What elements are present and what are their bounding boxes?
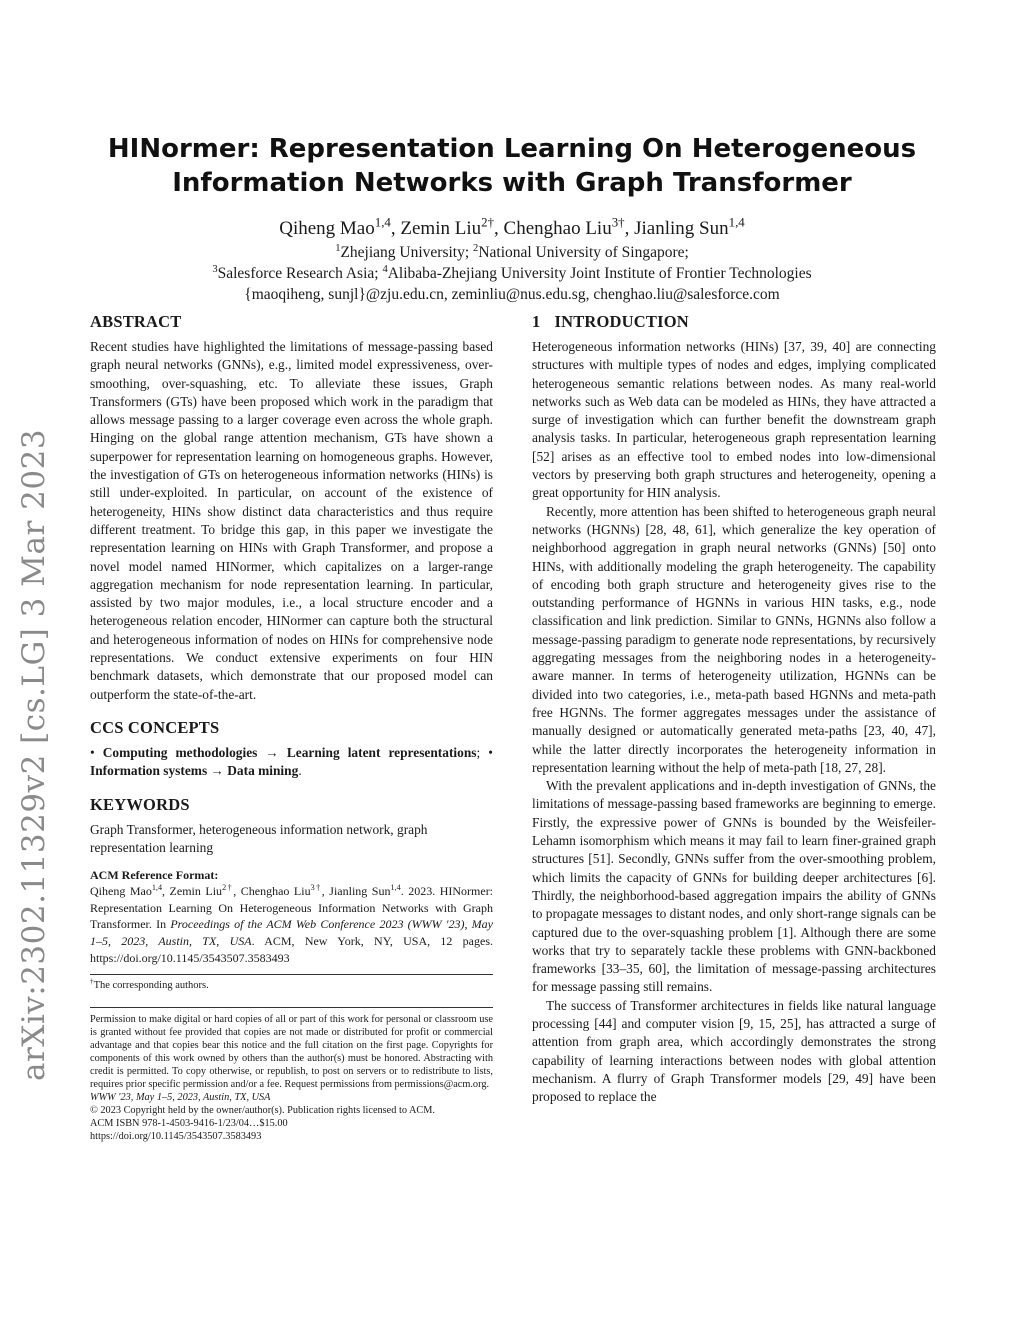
separator: ;	[476, 744, 489, 760]
isbn-line: ACM ISBN 978-1-4503-9416-1/23/04…$15.00	[90, 1118, 288, 1130]
author-affil-mark: 1,4	[728, 214, 745, 230]
affil-mark: 2	[473, 242, 479, 254]
intro-paragraph-1: Heterogeneous information networks (HINs) [37, 39, 40] are connecting structures with multiple types of nodes and edges, implying complicated heterogeneous semantic relations between nodes. As many real-world networks such as Web data can be modeled as HINs, they have attracted a surge of investigation which can further benefit the downstream graph analysis tasks. In particular, heterogeneous graph representation learning [52] arises as an effective tool to embed nodes into low-dimensional vectors by preserving both graph structures and heterogeneity, opening a great opportunity for HIN analysis.	[532, 339, 936, 501]
footnote-rule	[90, 974, 493, 975]
footnote-text: The corresponding authors.	[93, 980, 209, 992]
bullet: •	[90, 744, 103, 760]
affiliation-line-2	[100, 263, 924, 284]
acm-reference-heading: ACM Reference Format:	[90, 868, 219, 883]
period: .	[298, 763, 302, 779]
footnote-mark: †	[90, 977, 94, 986]
venue-text: WWW '23, May 1–5, 2023, Austin, TX, USA	[90, 1092, 271, 1104]
permission-notice: Permission to make digital or hard copies of all or part of this work for personal or classroom use is granted without fee provided that copies are not made or distributed for profit or commercial advantage and that copies bear this notice and the full citation on the first page. Copyrights for components of this work owned by others than the author(s) must be honored. Abstracting with credit is permitted. To copy otherwise, or republish, to post on servers or to redistribute to lists, requires prior specific permission and/or a fee. Request permissions from permissions@acm.org.	[90, 1014, 493, 1091]
right-column	[532, 312, 936, 1106]
bullet: •	[488, 744, 493, 760]
intro-paragraph-4: The success of Transformer architectures in fields like natural language processing [44] and computer vision [9, 15, 25], has attracted a surge of attention from graph area, which accordingly demonstrates the strong capability of learning interactions between nodes with global attention mechanism. A flurry of Graph Transformer models [29, 49] have been proposed to replace the	[532, 997, 936, 1105]
introduction-heading	[532, 312, 936, 332]
ref-doi: . ACM, New York, NY, USA, 12 pages. https://doi.org/10.1145/3543507.3583493	[90, 933, 494, 965]
ref-mark: 3†	[310, 883, 322, 893]
ref-author: , Chenghao Liu	[233, 884, 311, 899]
author-affil-mark: 3†	[611, 214, 625, 230]
ccs-concepts-text	[90, 744, 493, 781]
venue-line	[90, 1091, 493, 1104]
ref-mark: 1,4	[390, 883, 401, 893]
ccs-item: Computing methodologies → Learning latent representations	[102, 744, 477, 760]
arxiv-id-text: arXiv:2302.11329v2 [cs.LG] 3 Mar 2023	[16, 428, 52, 1082]
section-title: INTRODUCTION	[554, 312, 689, 331]
doi-line: https://doi.org/10.1145/3543507.3583493	[90, 1131, 262, 1143]
affil-mark: 3	[212, 263, 218, 275]
copyright-line: © 2023 Copyright held by the owner/author(s). Publication rights licensed to ACM.	[90, 1105, 436, 1117]
affiliation-line-1	[100, 242, 924, 263]
abstract-text: Recent studies have highlighted the limitations of message-passing based graph neural networks (GNNs), e.g., limited model expressiveness, over-smoothing, over-squashing, etc. To alleviate these issues, Graph Transformers (GTs) have been proposed which work in the paradigm that allows message passing to a larger coverage even across the whole graph. Hinging on the global range attention mechanism, GTs have shown a superpower for representation learning on homogeneous graphs. However, the investigation of GTs on heterogeneous information networks (HINs) is still under-exploited. In particular, on account of the existence of heterogeneity, HINs show distinct data characteristics and thus require different treatment. To bridge this gap, in this paper we investigate the representation learning on HINs with Graph Transformer, and propose a novel model named HINormer, which capitalizes on a larger-range aggregation mechanism for node representation learning. In particular, assisted by two major modules, i.e., a local structure encoder and a heterogeneous relation encoder, HINormer can capture both the structural and heterogeneous information of nodes on HINs for comprehensive node representations. We conduct extensive experiments on four HIN benchmark datasets, which demonstrate that our proposed model can outperform the state-of-the-art.	[90, 339, 493, 702]
author-affil-mark: 1,4	[374, 214, 391, 230]
acm-reference-text	[90, 883, 493, 966]
ref-mark: 1,4	[151, 883, 163, 893]
affil-mark: 1	[335, 242, 341, 254]
paper-title	[100, 132, 924, 200]
affiliation-text: Alibaba-Zhejiang University Joint Institute of Frontier Technologies	[387, 265, 812, 282]
ref-venue: Proceedings of the ACM Web Conference 2023 (WWW '23), May 1–5, 2023, Austin, TX, USA	[90, 917, 493, 948]
author-block	[100, 216, 924, 305]
left-column	[90, 312, 493, 1143]
ccs-item: Information systems → Data mining	[90, 763, 299, 779]
author-name: Qiheng Mao	[279, 218, 375, 239]
corresponding-footnote	[90, 979, 493, 993]
ref-author: , Zemin Liu	[162, 884, 223, 899]
ref-title: . 2023. HINormer: Representation Learning On Heterogeneous Information Networks with Graph Transformer. In	[90, 884, 494, 932]
affiliation-text: National University of Singapore;	[478, 244, 689, 261]
author-list: Qiheng Mao$^{1,4}$, Zemin Liu$^{2\dagger}$, Chenghao Liu$^{3\dagger}$, Jianling Sun$^{1,4}$	[279, 214, 745, 239]
affiliation-text: Zhejiang University;	[340, 244, 474, 261]
author-name: Chenghao Liu	[503, 218, 612, 239]
author-name: Zemin Liu	[400, 218, 482, 239]
section-number: 1	[532, 312, 541, 331]
keywords-heading: KEYWORDS	[90, 794, 190, 814]
author-affil-mark: 2†	[481, 214, 495, 230]
intro-paragraph-3: With the prevalent applications and in-depth investigation of GNNs, the limitations of message-passing based frameworks are beginning to emerge. Firstly, the expressive power of GNNs is bounded by the Weisfeiler-Lehamn isomorphism which means it may fail to learn finer-grained graph structures [51]. Secondly, GNNs suffer from the over-smoothing problem, which limits the capacity of GNNs for building deeper architectures [6]. Thirdly, the neighborhood-based aggregation impairs the ability of GNNs to propagate messages to distant nodes, and only short-range signals can be captured due to the over-squashing problem [1]. Although there are some works that try to separately tackle these problems with GNN-backboned frameworks [33–35, 60], the limitation of message-passing architectures for message passing still remains.	[532, 778, 936, 995]
title-line-2: Information Networks with Graph Transformer	[172, 168, 852, 198]
intro-paragraph-2: Recently, more attention has been shifted to heterogeneous graph neural networks (HGNNs) [28, 48, 61], which generalize the key operation of neighborhood aggregation in graph neural networks (GNNs) [50] onto HINs, with additionally modeling the graph heterogeneity. The capability of encoding both graph structure and heterogeneity gives rise to the outstanding performance of HGNNs in various HIN tasks, e.g., node classification and link prediction. Similar to GNNs, HGNNs also follow a message-passing paradigm to generate node representations, by recursively aggregating messages from the neighboring nodes in a heterogeneity-aware manner. In terms of heterogeneity utilization, HGNNs can be divided into two categories, i.e., meta-path based HGNNs and meta-path free HGNNs. The former aggregates messages under the assistance of manually designed or automatically generated meta-paths [23, 40, 47], while the latter directly incorporates the heterogeneity information in representation learning without the help of meta-path [18, 27, 28].	[532, 503, 936, 775]
abstract-heading: ABSTRACT	[90, 312, 182, 331]
author-name: Jianling Sun	[634, 218, 729, 239]
affiliation-text: Salesforce Research Asia;	[217, 265, 383, 282]
affil-mark: 4	[382, 263, 388, 275]
ref-mark: 2†	[222, 883, 234, 893]
ccs-heading: CCS CONCEPTS	[90, 717, 220, 737]
keywords-text: Graph Transformer, heterogeneous information network, graph representation learning	[90, 821, 428, 855]
ref-author: Qiheng Mao	[90, 884, 152, 899]
author-emails: {maoqiheng, sunjl}@zju.edu.cn, zeminliu@nus.edu.sg, chenghao.liu@salesforce.com	[244, 286, 780, 303]
title-line-1: HINormer: Representation Learning On Heterogeneous	[107, 134, 917, 164]
ref-author: , Jianling Sun	[321, 884, 391, 899]
